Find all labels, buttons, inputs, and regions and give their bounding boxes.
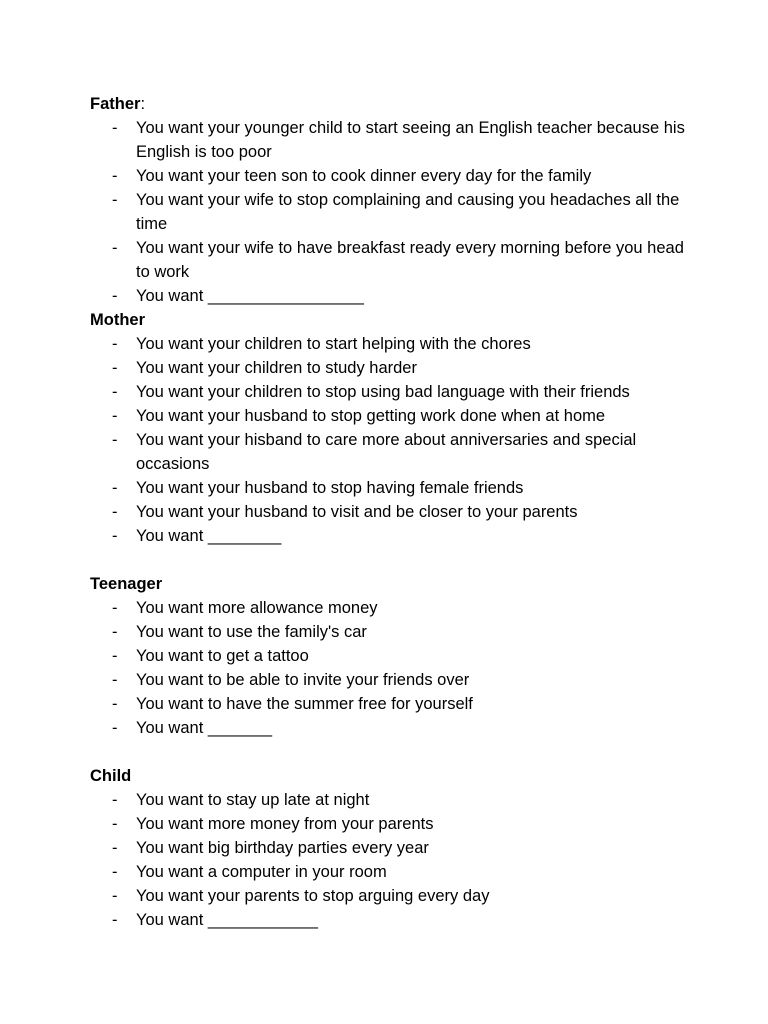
bullet-dash: - xyxy=(112,191,118,209)
list-item xyxy=(0,164,768,188)
item-text: You want more allowance money xyxy=(136,599,378,617)
list-item xyxy=(0,332,768,356)
list-item xyxy=(0,620,768,644)
list-item xyxy=(0,884,768,908)
bullet-dash: - xyxy=(112,911,118,929)
bullet-dash: - xyxy=(112,335,118,353)
bullet-dash: - xyxy=(112,359,118,377)
item-text: You want _________________ xyxy=(136,287,364,305)
item-text: You want your hisband to care more about anniversaries and special occasions xyxy=(136,431,637,473)
bullet-dash: - xyxy=(112,479,118,497)
bullet-dash: - xyxy=(112,431,118,449)
item-text: You want to be able to invite your friends over xyxy=(136,671,470,689)
item-text: You want to get a tattoo xyxy=(136,647,309,665)
item-text: You want to use the family's car xyxy=(136,623,367,641)
bullet-dash: - xyxy=(112,599,118,617)
section-heading xyxy=(0,572,768,596)
list-item xyxy=(0,788,768,812)
list-item xyxy=(0,812,768,836)
section-teenager xyxy=(0,572,768,740)
list-item xyxy=(0,908,768,932)
bullet-dash: - xyxy=(112,383,118,401)
bullet-dash: - xyxy=(112,623,118,641)
bullet-dash: - xyxy=(112,167,118,185)
bullet-dash: - xyxy=(112,647,118,665)
bullet-dash: - xyxy=(112,287,118,305)
item-text: You want your children to stop using bad language with their friends xyxy=(136,383,630,401)
bullet-dash: - xyxy=(112,719,118,737)
item-text: You want _______ xyxy=(136,719,273,737)
item-text: You want your children to start helping with the chores xyxy=(136,335,531,353)
bullet-dash: - xyxy=(112,407,118,425)
bullet-dash: - xyxy=(112,503,118,521)
list-item xyxy=(0,692,768,716)
bullet-dash: - xyxy=(112,839,118,857)
item-text: You want your husband to stop having female friends xyxy=(136,479,524,497)
item-text: You want to have the summer free for yourself xyxy=(136,695,473,713)
list-item xyxy=(0,380,768,404)
item-list xyxy=(0,332,768,548)
list-item xyxy=(0,188,768,236)
list-item xyxy=(0,476,768,500)
list-item xyxy=(0,428,768,476)
item-text: You want your wife to stop complaining and causing you headaches all the time xyxy=(136,191,680,233)
list-item xyxy=(0,716,768,740)
item-text: You want big birthday parties every year xyxy=(136,839,429,857)
item-list xyxy=(0,596,768,740)
item-text: You want ________ xyxy=(136,527,282,545)
bullet-dash: - xyxy=(112,887,118,905)
item-text: You want your wife to have breakfast ready every morning before you head to work xyxy=(136,239,684,281)
list-item xyxy=(0,644,768,668)
item-list xyxy=(0,116,768,308)
list-item xyxy=(0,284,768,308)
list-item xyxy=(0,116,768,164)
item-text: You want your husband to stop getting work done when at home xyxy=(136,407,606,425)
bullet-dash: - xyxy=(112,695,118,713)
item-text: You want ____________ xyxy=(136,911,318,929)
bullet-dash: - xyxy=(112,863,118,881)
list-item xyxy=(0,356,768,380)
bullet-dash: - xyxy=(112,815,118,833)
bullet-dash: - xyxy=(112,239,118,257)
section-mother xyxy=(0,308,768,548)
section-child xyxy=(0,764,768,932)
section-father xyxy=(0,92,768,308)
list-item xyxy=(0,524,768,548)
list-item xyxy=(0,236,768,284)
bullet-dash: - xyxy=(112,119,118,137)
item-text: You want a computer in your room xyxy=(136,863,387,881)
item-text: You want your children to study harder xyxy=(136,359,417,377)
bullet-dash: - xyxy=(112,527,118,545)
item-text: You want to stay up late at night xyxy=(136,791,370,809)
item-text: You want more money from your parents xyxy=(136,815,434,833)
heading-text: Teenager xyxy=(90,575,163,593)
item-text: You want your teen son to cook dinner every day for the family xyxy=(136,167,592,185)
heading-suffix: : xyxy=(140,95,146,113)
section-heading xyxy=(0,764,768,788)
list-item xyxy=(0,404,768,428)
list-item xyxy=(0,668,768,692)
document-page xyxy=(0,92,768,932)
section-heading xyxy=(0,92,768,116)
bullet-dash: - xyxy=(112,671,118,689)
bullet-dash: - xyxy=(112,791,118,809)
list-item xyxy=(0,500,768,524)
heading-text: Mother xyxy=(90,311,145,329)
item-text: You want your husband to visit and be closer to your parents xyxy=(136,503,578,521)
heading-text: Father xyxy=(90,95,141,113)
section-heading xyxy=(0,308,768,332)
item-text: You want your younger child to start seeing an English teacher because his English is too poor xyxy=(136,119,685,161)
list-item xyxy=(0,860,768,884)
heading-text: Child xyxy=(90,767,132,785)
list-item xyxy=(0,596,768,620)
item-text: You want your parents to stop arguing every day xyxy=(136,887,490,905)
item-list xyxy=(0,788,768,932)
list-item xyxy=(0,836,768,860)
